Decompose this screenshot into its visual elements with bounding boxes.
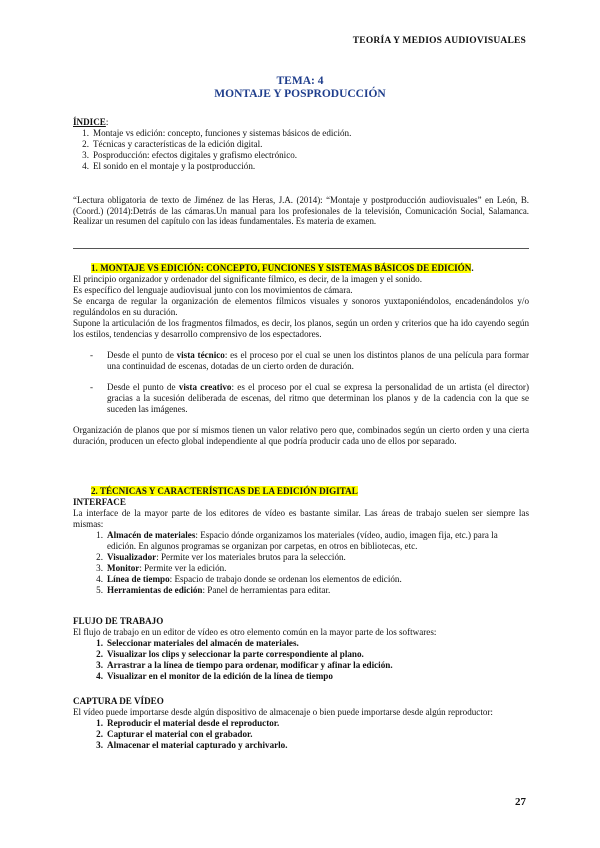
s1-paragraph-2: Es específico del lenguaje audiovisual junto con los movimientos de cámara.: [73, 285, 353, 295]
list-item-number: 3.: [96, 740, 103, 750]
list-item: [87, 552, 529, 563]
list-item: [87, 718, 529, 729]
reading-note: “Lectura obligatoria de texto de Jiménez de las Heras, J.A. (2014): “Montaje y postproducción audiovisuales” en León, B.(Coord.) (2014):Detrás de las cámaras.Un manual para los profesionales de la televisión, Comunicación Social, Salamanca. Realizar un resumen del capítulo con las ideas fundamentales. Es materia de examen.: [73, 195, 529, 226]
section-2-heading: 2. TÉCNICAS Y CARACTERÍSTICAS DE LA EDICIÓN DIGITAL: [91, 486, 358, 496]
list-item: [87, 585, 529, 596]
list-item: [87, 660, 529, 671]
s1-paragraph-1: El principio organizador y ordenador del significante fílmico, es decir, de la imagen y el sonido.: [73, 274, 422, 284]
list-item-number: 1.: [96, 638, 103, 648]
list-item-text: Posproducción: efectos digitales y grafismo electrónico.: [93, 150, 298, 160]
capture-list: [73, 718, 529, 751]
s1-paragraph-3: Se encarga de regular la organización de elementos fílmicos visuales y sonoros yuxtaponiéndolos, encadenándolos y/o regulándolos en su duración.: [73, 296, 529, 317]
list-item-number: 1.: [96, 530, 103, 540]
list-item: [73, 161, 529, 172]
list-item: [87, 729, 529, 740]
list-item-number: 2.: [96, 729, 103, 739]
list-item-number: 1.: [82, 128, 89, 138]
list-item-text: El sonido en el montaje y la postproducción.: [93, 161, 256, 171]
list-item-term: Monitor: [107, 563, 140, 573]
workflow-text: El flujo de trabajo en un editor de vídeo es otro elemento común en la mayor parte de los softwares:: [73, 627, 437, 637]
list-item-number: 2.: [96, 649, 103, 659]
list-item-text: Seleccionar materiales del almacén de materiales.: [107, 638, 299, 648]
section-1: [73, 248, 529, 447]
list-item: [87, 563, 529, 574]
list-item: [73, 128, 529, 139]
topic-number: TEMA: 4: [276, 75, 324, 87]
list-item-number: 4.: [96, 574, 103, 584]
index-heading: ÍNDICE:: [73, 117, 109, 127]
list-item-number: 3.: [96, 563, 103, 573]
list-item-text: : Permite ver la edición.: [139, 563, 227, 573]
list-item: [73, 139, 529, 150]
list-item-number: 4.: [96, 671, 103, 681]
section-1-heading: 1. MONTAJE VS EDICIÓN: CONCEPTO, FUNCIONES Y SISTEMAS BÁSICOS DE EDICIÓN.: [91, 263, 474, 273]
s1-bullet-technical: - Desde el punto de vista técnico: es el proceso por el cual se unen los distintos planos de una película para formar una continuidad de escenas, dotadas de un cierto orden de duración.: [90, 350, 529, 371]
list-item-number: 2.: [96, 552, 103, 562]
list-item-number: 3.: [96, 660, 103, 670]
list-item-text: : Espacio dónde organizamos los materiales (vídeo, audio, imagen fija, etc.) para la edición. En algunos programas se organizan por carpetas, en otros en bibliotecas, etc.: [107, 530, 498, 551]
list-item-number: 1.: [96, 718, 103, 728]
page-number: 27: [515, 796, 526, 808]
list-item: [73, 150, 529, 161]
list-item-text: Arrastrar a la línea de tiempo para ordenar, modificar y afinar la edición.: [107, 660, 393, 670]
list-item-number: 3.: [82, 150, 89, 160]
index-list: [73, 128, 529, 172]
list-item-text: Capturar el material con el grabador.: [107, 729, 253, 739]
capture-title: CAPTURA DE VÍDEO: [73, 696, 164, 706]
list-item: [87, 638, 529, 649]
list-item-text: Reproducir el material desde el reproductor.: [107, 718, 280, 728]
index-block: [73, 117, 529, 172]
section-divider: [73, 248, 529, 249]
list-item-text: Técnicas y características de la edición digital.: [93, 139, 263, 149]
list-item-text: Montaje vs edición: concepto, funciones y sistemas básicos de edición.: [93, 128, 352, 138]
list-item-term: Almacén de materiales: [107, 530, 196, 540]
section-2: [73, 486, 529, 751]
running-header: TEORÍA Y MEDIOS AUDIOVISUALES: [352, 36, 526, 46]
interface-text: La interface de la mayor parte de los editores de vídeo es bastante similar. Las áreas de trabajo suelen ser siempre las mismas:: [73, 508, 529, 529]
workflow-title: FLUJO DE TRABAJO: [73, 616, 164, 626]
topic-title: MONTAJE Y POSPRODUCCIÓN: [214, 88, 386, 100]
list-item: [87, 649, 529, 660]
list-item-text: : Espacio de trabajo donde se ordenan los elementos de edición.: [169, 574, 402, 584]
list-item-number: 2.: [82, 139, 89, 149]
list-item-number: 5.: [96, 585, 103, 595]
list-item-text: Visualizar en el monitor de la edición de la línea de tiempo: [107, 671, 333, 681]
list-item-text: : Panel de herramientas para editar.: [202, 585, 331, 595]
interface-title: INTERFACE: [73, 497, 126, 507]
s1-paragraph-5: Organización de planos que por sí mismos tienen un valor relativo pero que, combinados según un cierto orden y una cierta duración, producen un efecto global independiente al que podría producir cada uno de ellos por separado.: [73, 425, 529, 446]
workflow-list: [73, 638, 529, 682]
list-item: [87, 574, 529, 585]
s1-paragraph-4: Supone la articulación de los fragmentos filmados, es decir, los planos, según un orden y criterios que ha ido cayendo según los estilos, tendencias y desarrollo comprensivo de los espectadores.: [73, 318, 529, 339]
list-item-term: Visualizador: [107, 552, 157, 562]
list-item-term: Herramientas de edición: [107, 585, 203, 595]
list-item-text: Visualizar los clips y seleccionar la parte correspondiente al plano.: [107, 649, 364, 659]
list-item-number: 4.: [82, 161, 89, 171]
list-item-text: Almacenar el material capturado y archivarlo.: [107, 740, 288, 750]
list-item: [87, 530, 529, 552]
list-item: [87, 671, 529, 682]
list-item: [87, 740, 529, 751]
s1-bullet-creative: - Desde el punto de vista creativo: es el proceso por el cual se expresa la personalidad de un artista (el director) gracias a la sucesión deliberada de escenas, del ritmo que determinan los planos y de la cadencia con la que se suceden las imágenes.: [90, 382, 529, 414]
list-item-term: Línea de tiempo: [107, 574, 170, 584]
list-item-text: : Permite ver los materiales brutos para la selección.: [156, 552, 346, 562]
interface-list: [73, 530, 529, 596]
capture-text: El vídeo puede importarse desde algún dispositivo de almacenaje o bien puede importarse desde algún reproductor:: [73, 707, 493, 717]
